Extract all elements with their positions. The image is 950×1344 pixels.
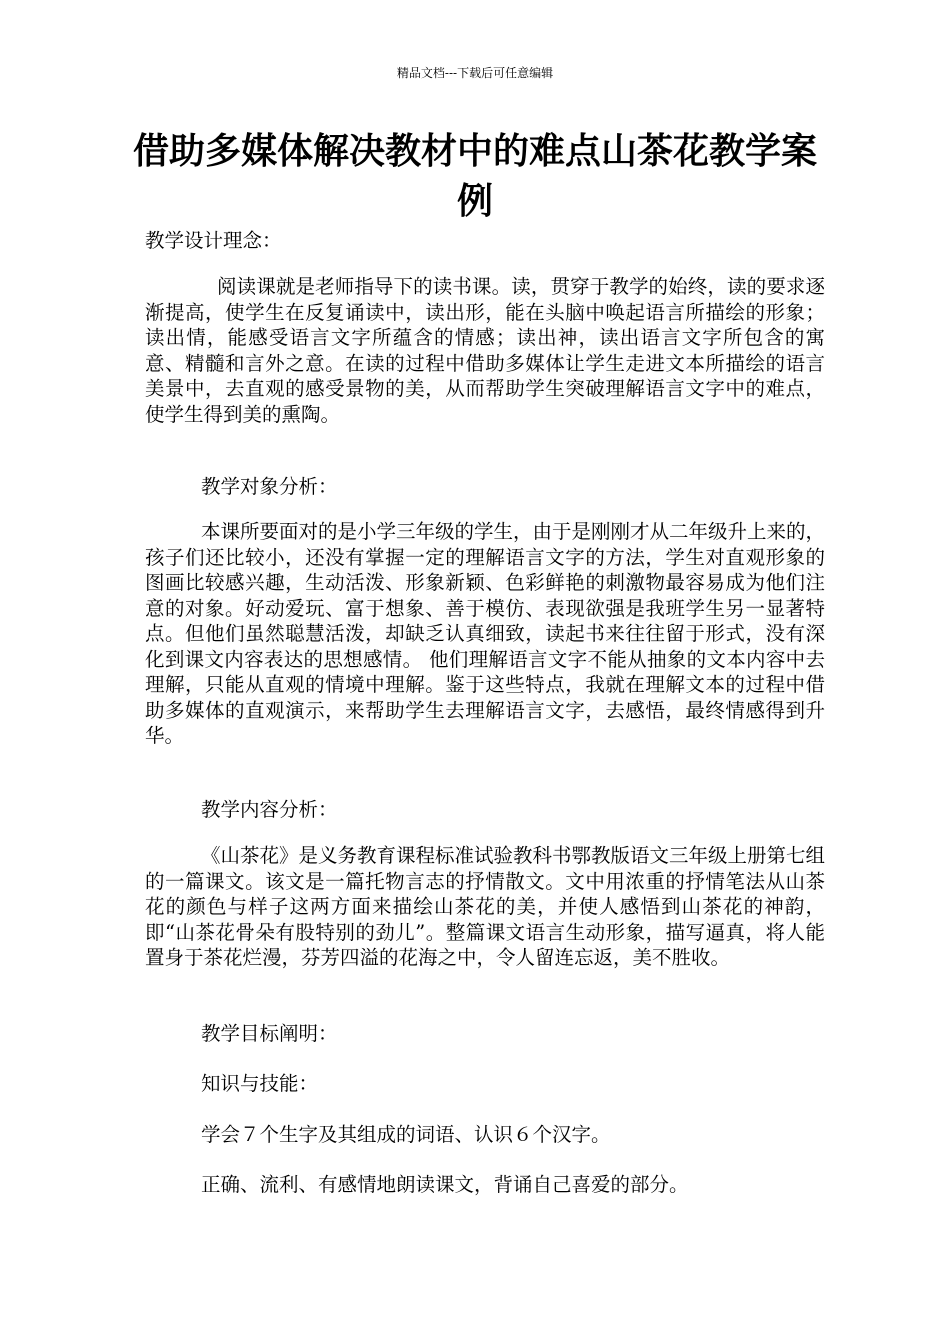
section-heading-teaching-goals (145, 1021, 825, 1047)
goal-text: 正确、流利、有感情地朗读课文，背诵自己喜爱的部分。 (201, 1173, 689, 1196)
document-title: 借助多媒体解决教材中的难点山茶花教学案例 (132, 130, 817, 222)
heading-text: 知识与技能： (201, 1072, 319, 1095)
heading-text: 教学目标阐明： (201, 1022, 338, 1045)
goal-text: 学会７个生字及其组成的词语、认识６个汉字。 (201, 1123, 611, 1146)
paragraph-student-analysis (145, 519, 825, 749)
section-heading-design-concept (145, 228, 825, 254)
paragraph-text: 阅读课就是老师指导下的读书课。读，贯穿于教学的始终，读的要求逐渐提高，使学生在反复诵读中，读出形，能在头脑中唤起语言所描绘的形象；读出情，能感受语言文字所蕴含的情感；读出神，读出语言文字所包含的寓意、精髓和言外之意。在读的过程中借助多媒体让学生走进文本所描绘的语言美景中，去直观的感受景物的美，从而帮助学生突破理解语言文字中的难点，使学生得到美的熏陶。 (145, 275, 825, 426)
section-heading-content-analysis (145, 797, 825, 823)
heading-text: 教学设计理念： (145, 229, 282, 252)
paragraph-text: 本课所要面对的是小学三年级的学生，由于是刚刚才从二年级升上来的，孩子们还比较小，还没有掌握一定的理解语言文字的方法，学生对直观形象的图画比较感兴趣，生动活泼、形象新颖、色彩鲜艳的刺激物最容易成为他们注意的对象。好动爱玩、富于想象、善于模仿、表现欲强是我班学生另一显著特点。但他们虽然聪慧活泼，却缺乏认真细致，读起书来往往留于形式，没有深化到课文内容表达的思想感情。 他们理解语言文字不能从抽象的文本内容中去理解，只能从直观的情境中理解。鉴于这些特点，我就在理解文本的过程中借助多媒体的直观演示，来帮助学生去理解语言文字，去感悟，最终情感得到升华。 (145, 520, 826, 747)
heading-text: 教学对象分析： (201, 475, 338, 498)
section-heading-knowledge-skills (145, 1071, 825, 1097)
goal-item-1 (145, 1122, 825, 1148)
paragraph-design-concept (145, 274, 825, 427)
goal-item-2 (145, 1172, 825, 1198)
heading-text: 教学内容分析： (201, 798, 338, 821)
page-header: 精品文档---下载后可任意编辑 (396, 66, 554, 80)
paragraph-text: 《山茶花》是义务教育课程标准试验教科书鄂教版语文三年级上册第七组的一篇课文。该文是一篇托物言志的抒情散文。文中用浓重的抒情笔法从山茶花的颜色与样子这两方面来描绘山茶花的美，并使人感悟到山茶花的神韵，即“山茶花骨朵有股特别的劲儿”。整篇课文语言生动形象，描写逼真，将人能置身于茶花烂漫，芬芳四溢的花海之中，令人留连忘返，美不胜收。 (145, 844, 826, 969)
section-heading-student-analysis (145, 474, 825, 500)
paragraph-content-analysis (145, 843, 825, 971)
